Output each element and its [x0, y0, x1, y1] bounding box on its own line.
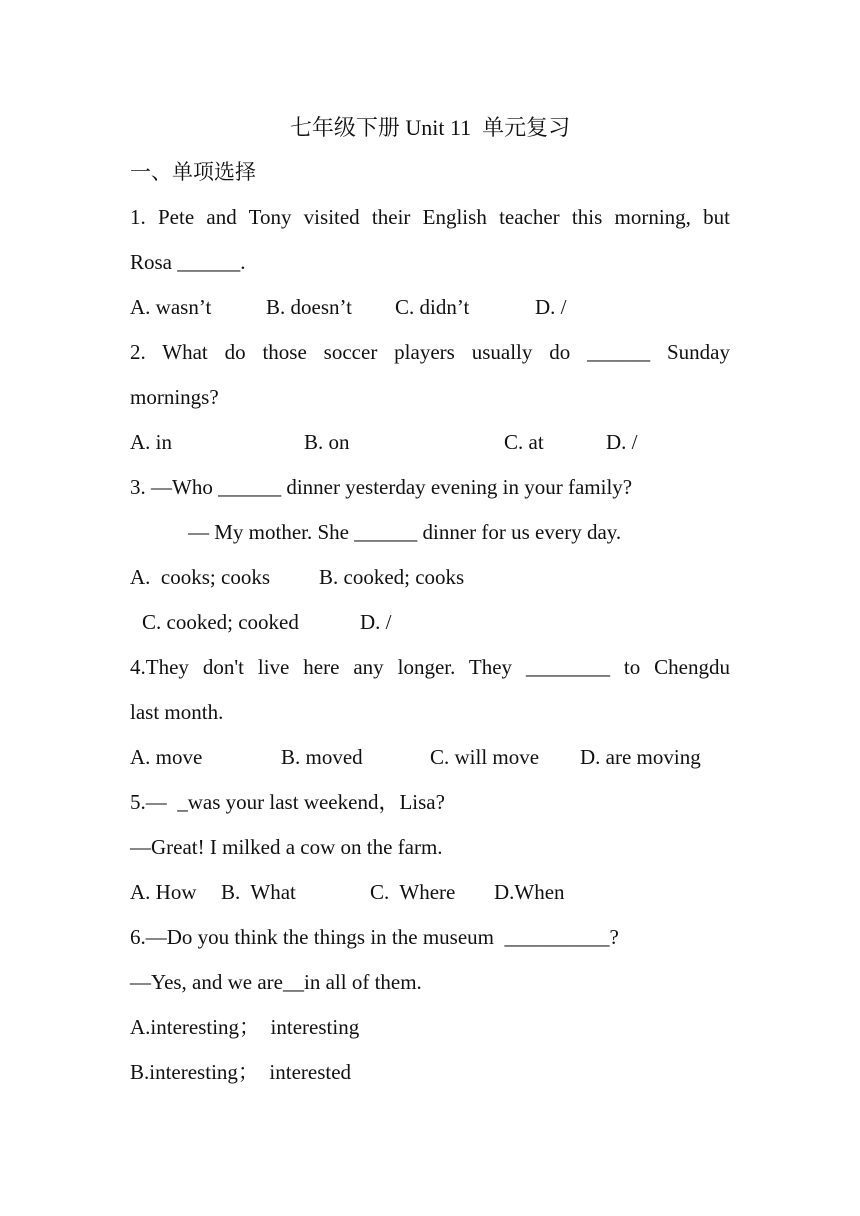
question-3-option-c: C. cooked; cooked	[142, 610, 299, 634]
question-2-option-b: B. on	[304, 430, 350, 454]
question-5-option-b: B. What	[221, 880, 296, 904]
question-5-option-c: C. Where	[370, 880, 456, 904]
question-6-option-a: A.interesting； interesting	[130, 1015, 360, 1039]
question-2-text-line-1: 2. What do those soccer players usually do ______ Sunday	[130, 340, 730, 364]
question-5-option-a: A. How	[130, 880, 197, 904]
question-4-option-c: C. will move	[430, 745, 540, 769]
question-3-option-a: A. cooks; cooks	[130, 565, 270, 589]
question-6-option-b: B.interesting； interested	[130, 1060, 352, 1084]
question-2-text-line-2: mornings?	[130, 385, 219, 409]
question-6-text-line-2: —Yes, and we are__in all of them.	[130, 970, 422, 994]
question-2-option-c: C. at	[504, 430, 544, 454]
question-3-text-line-1: 3. —Who ______ dinner yesterday evening in your family?	[130, 475, 633, 499]
question-4-text-line-1: 4.They don't live here any longer. They ________ to Chengdu	[130, 655, 730, 679]
question-4-option-a: A. move	[130, 745, 203, 769]
question-2-option-d: D. /	[606, 430, 638, 454]
question-4-option-d: D. are moving	[580, 745, 701, 769]
question-3-text-line-2: — My mother. She ______ dinner for us every day.	[188, 520, 622, 544]
question-4-text-line-2: last month.	[130, 700, 224, 724]
question-5-text-line-1: 5.— _was your last weekend，Lisa?	[130, 790, 445, 814]
question-1-text-line-1: 1. Pete and Tony visited their English teacher this morning, but	[130, 205, 730, 229]
question-4-option-b: B. moved	[281, 745, 363, 769]
question-1-option-b: B. doesn’t	[266, 295, 352, 319]
question-1-option-d: D. /	[535, 295, 567, 319]
question-3-option-d: D. /	[360, 610, 392, 634]
question-3-option-b: B. cooked; cooks	[319, 565, 465, 589]
section-heading: 一、单项选择	[130, 160, 256, 184]
question-6-text-line-1: 6.—Do you think the things in the museum __________?	[130, 925, 619, 949]
question-5-option-d: D.When	[494, 880, 565, 904]
question-1-option-a: A. wasn’t	[130, 295, 212, 319]
question-2-option-a: A. in	[130, 430, 172, 454]
question-1-option-c: C. didn’t	[395, 295, 470, 319]
question-5-text-line-2: —Great! I milked a cow on the farm.	[130, 835, 443, 859]
question-1-text-line-2: Rosa ______.	[130, 250, 246, 274]
page-title: 七年级下册 Unit 11 单元复习	[289, 115, 571, 140]
